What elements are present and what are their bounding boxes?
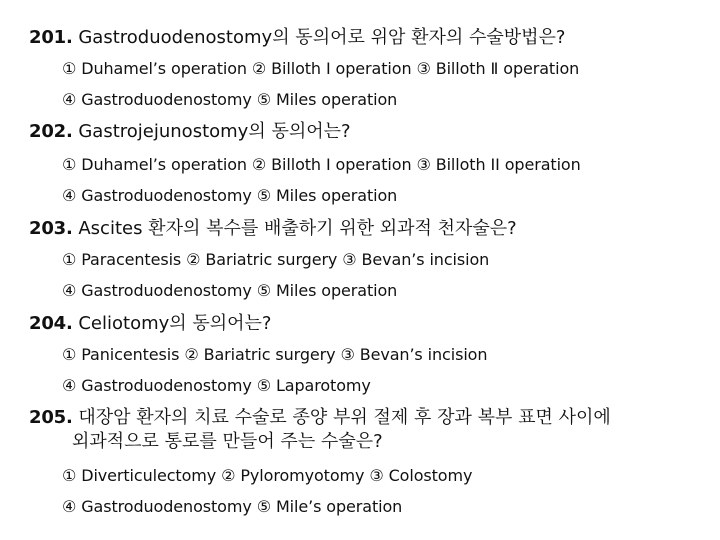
- question-text: 대장암 환자의 치료 수술로 종양 부위 절제 후 장과 복부 표면 사이에: [78, 407, 611, 428]
- question-number: 203.: [29, 218, 73, 239]
- question-stem: [29, 217, 517, 241]
- question-text: Celiotomy의 동의어는?: [78, 313, 272, 334]
- question-text: Gastroduodenostomy의 동의어로 위암 환자의 수술방법은?: [78, 27, 566, 48]
- question-stem: [29, 26, 565, 50]
- question-stem: [29, 312, 272, 336]
- option-line-2: ④ Gastroduodenostomy ⑤ Miles operation: [62, 90, 398, 109]
- question-number: 204.: [29, 313, 73, 334]
- question-number: 202.: [29, 121, 73, 142]
- question-stem: [29, 120, 351, 144]
- question-stem: [29, 406, 611, 430]
- question-text: Gastrojejunostomy의 동의어는?: [78, 121, 351, 142]
- option-line-2: ④ Gastroduodenostomy ⑤ Mile’s operation: [62, 497, 403, 516]
- option-line-2: ④ Gastroduodenostomy ⑤ Miles operation: [62, 281, 398, 300]
- question-text: Ascites 환자의 복수를 배출하기 위한 외과적 천자술은?: [78, 218, 517, 239]
- question-number: 205.: [29, 407, 73, 428]
- option-line-1: ① Duhamel’s operation ② Billoth I operation ③ Billoth Ⅱ operation: [62, 59, 580, 78]
- option-line-1: ① Panicentesis ② Bariatric surgery ③ Bevan’s incision: [62, 345, 488, 364]
- option-line-1: ① Paracentesis ② Bariatric surgery ③ Bevan’s incision: [62, 250, 490, 269]
- question-stem-continued: 외과적으로 통로를 만들어 주는 수술은?: [72, 431, 383, 452]
- option-line-2: ④ Gastroduodenostomy ⑤ Laparotomy: [62, 376, 371, 395]
- option-line-1: ① Duhamel’s operation ② Billoth I operation ③ Billoth II operation: [62, 155, 581, 174]
- option-line-1: ① Diverticulectomy ② Pyloromyotomy ③ Colostomy: [62, 466, 473, 485]
- option-line-2: ④ Gastroduodenostomy ⑤ Miles operation: [62, 186, 398, 205]
- question-number: 201.: [29, 27, 73, 48]
